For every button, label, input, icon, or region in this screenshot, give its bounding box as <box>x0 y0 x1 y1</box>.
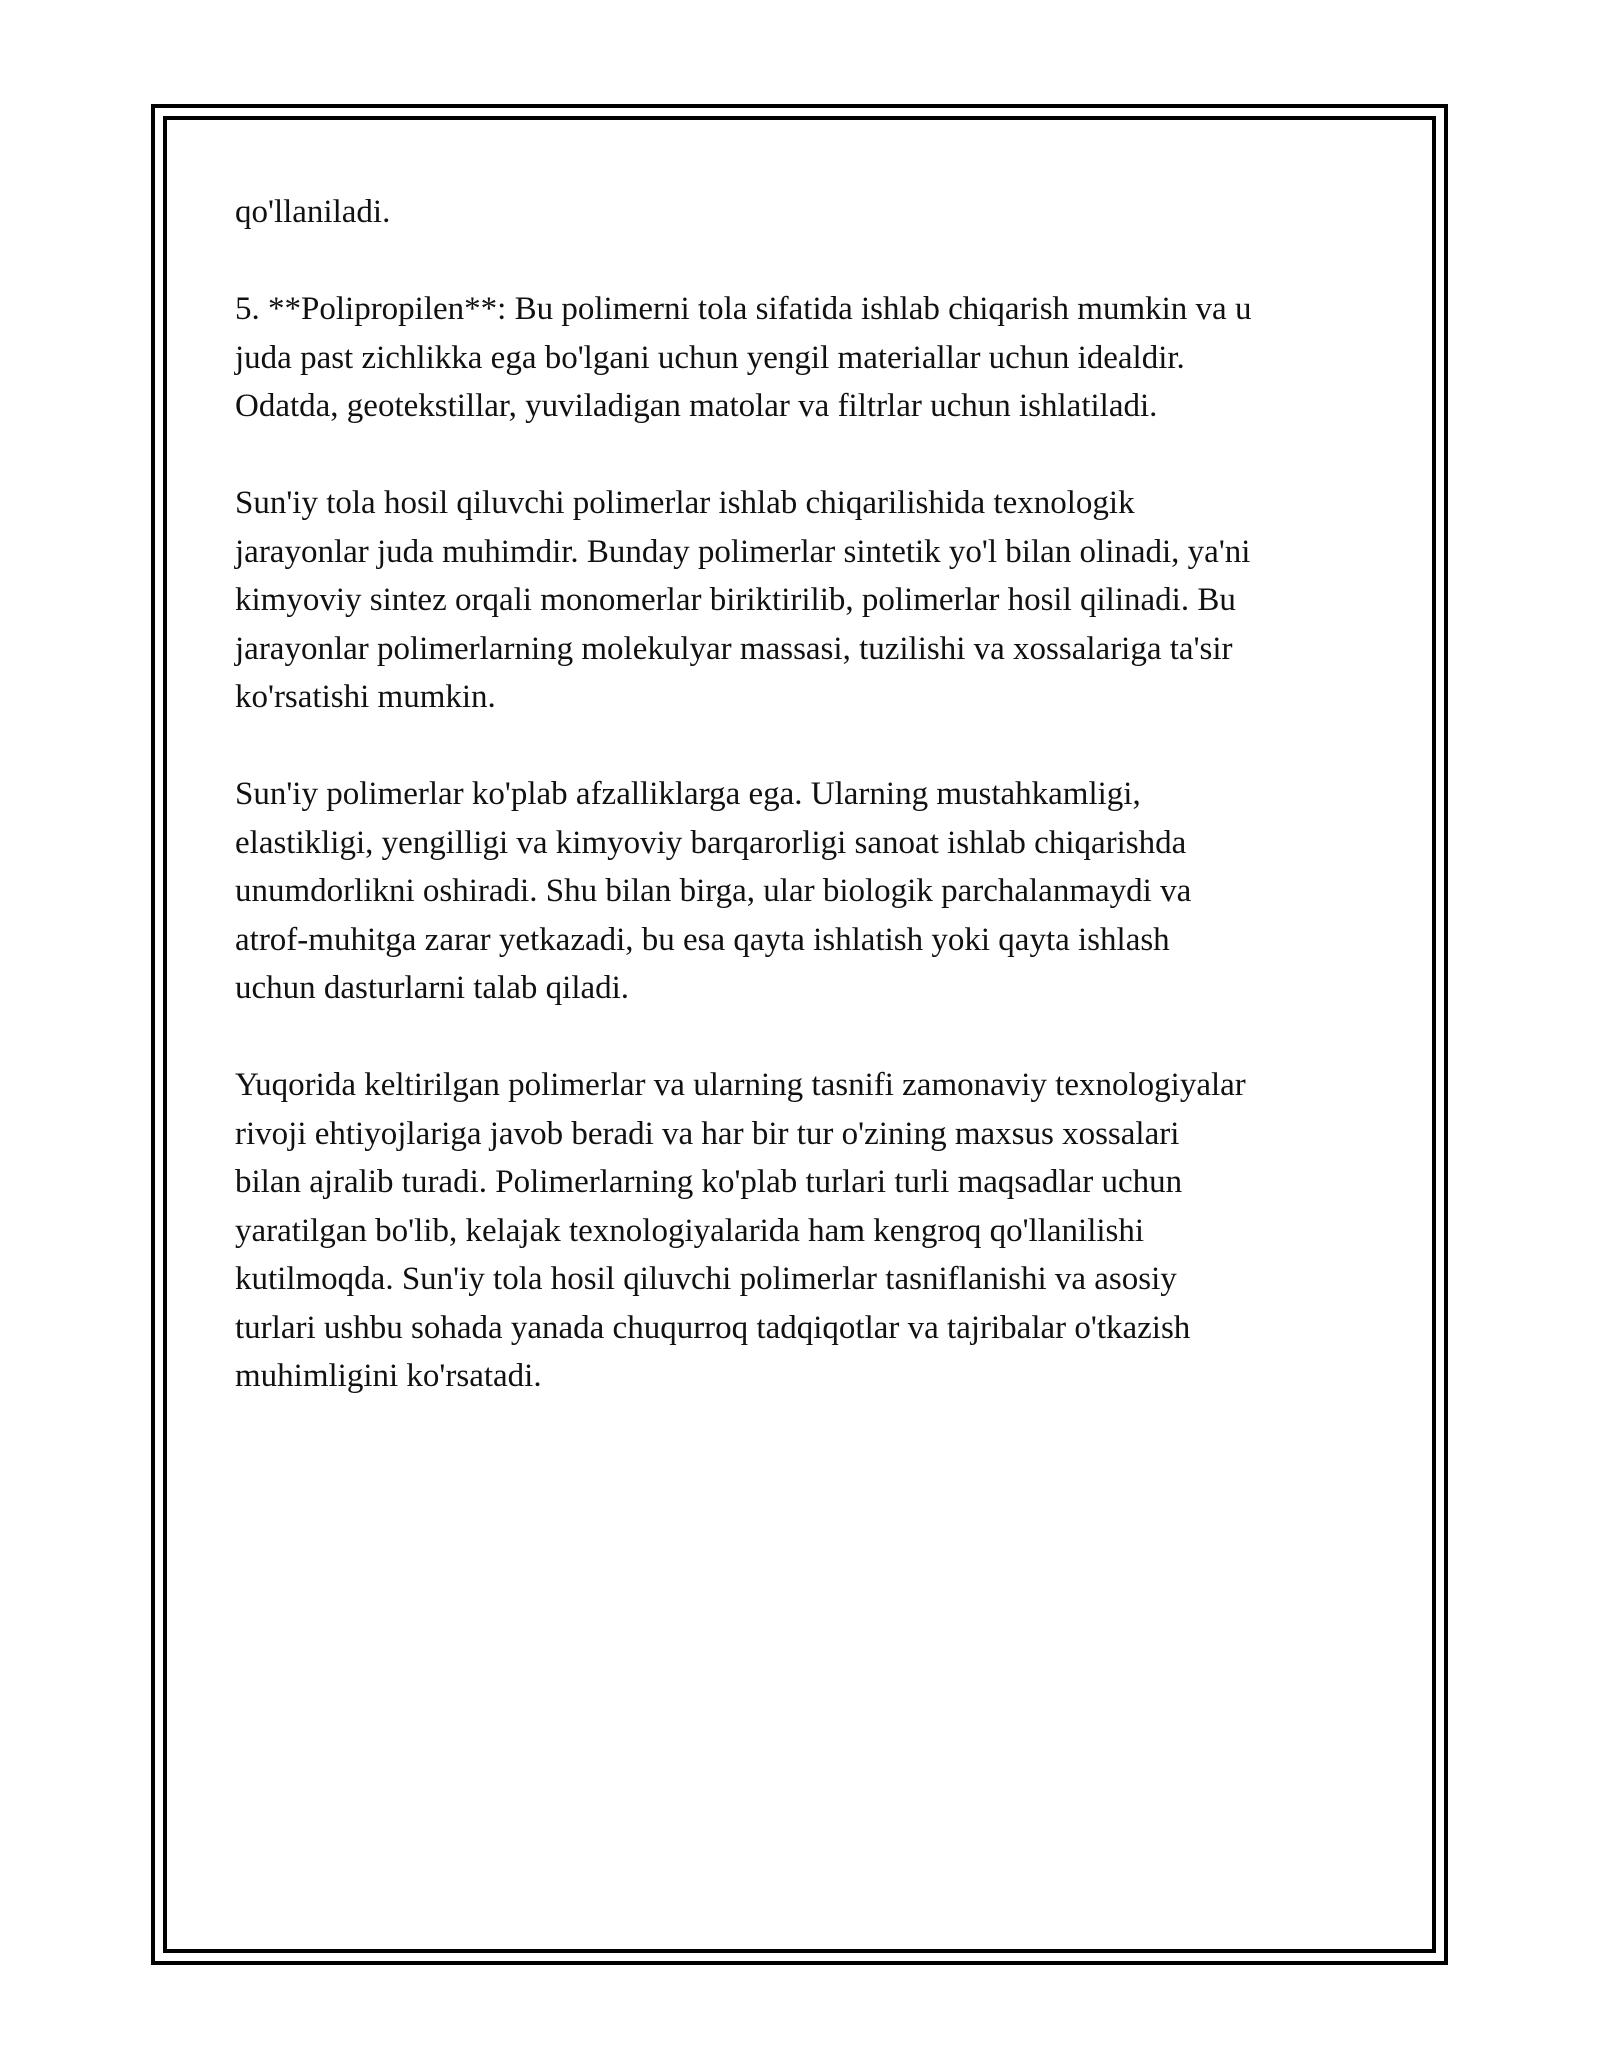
paragraph <box>235 1061 1375 1401</box>
text-line: atrof-muhitga zarar yetkazadi, bu esa qayta ishlatish yoki qayta ishlash <box>235 921 1170 958</box>
text-line: kimyoviy sintez orqali monomerlar biriktirilib, polimerlar hosil qilinadi. Bu <box>235 582 1236 618</box>
text-line: Odatda, geotekstillar, yuviladigan matolar va filtrlar uchun ishlatiladi. <box>235 388 1158 424</box>
text-line: Yuqorida keltirilgan polimerlar va ularning tasnifi zamonaviy texnologiyalar <box>235 1067 1246 1103</box>
text-line: ko'rsatishi mumkin. <box>235 679 496 715</box>
text-line: 5. **Polipropilen**: Bu polimerni tola sifatida ishlab chiqarish mumkin va u <box>235 291 1252 327</box>
document-body <box>235 188 1375 1449</box>
text-line: Sun'iy tola hosil qiluvchi polimerlar ishlab chiqarilishida texnologik <box>235 485 1135 521</box>
paragraph <box>235 770 1375 1013</box>
text-line: uchun dasturlarni talab qiladi. <box>235 970 630 1006</box>
text-line: qo'llaniladi. <box>235 194 391 230</box>
paragraph <box>235 285 1375 431</box>
text-line: jarayonlar polimerlarning molekulyar massasi, tuzilishi va xossalariga ta'sir <box>235 630 1233 667</box>
text-line: turlari ushbu sohada yanada chuqurroq tadqiqotlar va tajribalar o'tkazish <box>235 1309 1191 1346</box>
text-line: unumdorlikni oshiradi. Shu bilan birga, ular biologik parchalanmaydi va <box>235 873 1192 909</box>
text-line: juda past zichlikka ega bo'lgani uchun yengil materiallar uchun idealdir. <box>235 339 1185 376</box>
text-line: Sun'iy polimerlar ko'plab afzalliklarga ega. Ularning mustahkamligi, <box>235 776 1141 812</box>
text-line: muhimligini ko'rsatadi. <box>235 1358 542 1394</box>
text-line: yaratilgan bo'lib, kelajak texnologiyalarida ham kengroq qo'llanilishi <box>235 1212 1145 1249</box>
text-line: rivoji ehtiyojlariga javob beradi va har bir tur o'zining maxsus xossalari <box>235 1115 1180 1152</box>
paragraph <box>235 479 1375 722</box>
paragraph <box>235 188 1375 237</box>
text-line: kutilmoqda. Sun'iy tola hosil qiluvchi polimerlar tasniflanishi va asosiy <box>235 1261 1177 1297</box>
text-line: elastikligi, yengilligi va kimyoviy barqarorligi sanoat ishlab chiqarishda <box>235 824 1187 861</box>
text-line: bilan ajralib turadi. Polimerlarning ko'plab turlari turli maqsadlar uchun <box>235 1164 1183 1200</box>
text-line: jarayonlar juda muhimdir. Bunday polimerlar sintetik yo'l bilan olinadi, ya'ni <box>235 533 1251 570</box>
